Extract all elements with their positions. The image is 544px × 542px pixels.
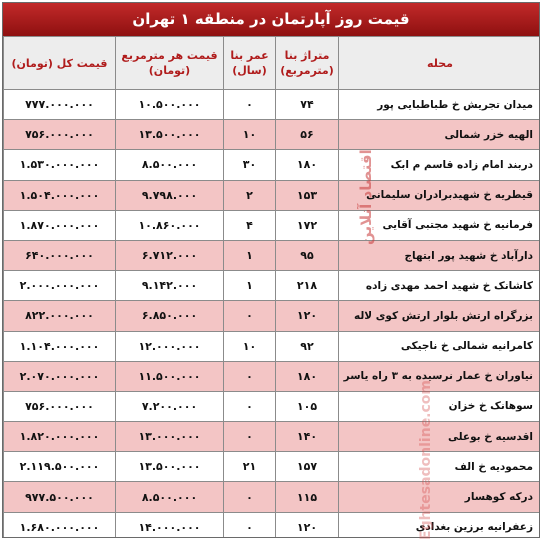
header-size: متراژ بنا (مترمربع): [276, 37, 339, 90]
table-row: [4, 422, 541, 452]
header-total-price: قیمت کل (تومان): [4, 37, 116, 90]
cell-total-price: ۲.۱۱۹.۵۰۰.۰۰۰: [4, 452, 116, 482]
table-title: قیمت روز آپارتمان در منطقه ۱ تهران: [3, 3, 539, 36]
watermark-latin: Eghtesadonline.com: [418, 379, 434, 540]
cell-area: فرمانیه خ شهید مجتبی آقایی: [339, 210, 541, 240]
cell-price-per-m2: ۱۰.۵۰۰.۰۰۰: [116, 90, 224, 120]
cell-age: ۱: [224, 271, 276, 301]
cell-size: ۱۵۷: [276, 452, 339, 482]
watermark-persian: اقتصاد آنلاین: [357, 149, 375, 245]
cell-total-price: ۲.۰۷۰.۰۰۰.۰۰۰: [4, 361, 116, 391]
cell-age: ۰: [224, 301, 276, 331]
cell-area: محمودیه خ الف: [339, 452, 541, 482]
cell-price-per-m2: ۶.۷۱۲.۰۰۰: [116, 240, 224, 270]
cell-total-price: ۱.۸۲۰.۰۰۰.۰۰۰: [4, 422, 116, 452]
cell-total-price: ۷۵۶.۰۰۰.۰۰۰: [4, 391, 116, 421]
cell-age: ۴: [224, 210, 276, 240]
cell-total-price: ۹۷۷.۵۰۰.۰۰۰: [4, 482, 116, 512]
cell-area: اقدسیه خ بوعلی: [339, 422, 541, 452]
cell-area: قیطریه خ شهیدبرادران سلیمانی: [339, 180, 541, 210]
table-row: [4, 482, 541, 512]
cell-size: ۵۶: [276, 120, 339, 150]
cell-area: کاشانک خ شهید احمد مهدی زاده: [339, 271, 541, 301]
cell-price-per-m2: ۷.۲۰۰.۰۰۰: [116, 391, 224, 421]
table-row: [4, 180, 541, 210]
cell-size: ۱۱۵: [276, 482, 339, 512]
table-row: [4, 240, 541, 270]
cell-area: میدان تجریش خ طباطبایی پور: [339, 90, 541, 120]
cell-age: ۱۰: [224, 120, 276, 150]
price-table-card: [2, 2, 540, 538]
cell-total-price: ۱.۸۷۰.۰۰۰.۰۰۰: [4, 210, 116, 240]
cell-total-price: ۱.۵۳۰.۰۰۰.۰۰۰: [4, 150, 116, 180]
cell-total-price: ۷۵۶.۰۰۰.۰۰۰: [4, 120, 116, 150]
cell-price-per-m2: ۱۰.۸۶۰.۰۰۰: [116, 210, 224, 240]
cell-age: ۰: [224, 391, 276, 421]
table-row: [4, 120, 541, 150]
cell-age: ۰: [224, 422, 276, 452]
cell-price-per-m2: ۱۱.۵۰۰.۰۰۰: [116, 361, 224, 391]
table-header-row: [4, 37, 541, 90]
cell-size: ۱۴۰: [276, 422, 339, 452]
cell-age: ۳۰: [224, 150, 276, 180]
table-row: [4, 512, 541, 538]
table-row: [4, 452, 541, 482]
cell-area: دارآباد خ شهید پور ابتهاج: [339, 240, 541, 270]
cell-size: ۷۴: [276, 90, 339, 120]
cell-age: ۱۰: [224, 331, 276, 361]
table-row: [4, 210, 541, 240]
cell-size: ۱۰۵: [276, 391, 339, 421]
cell-size: ۲۱۸: [276, 271, 339, 301]
cell-total-price: ۷۷۷.۰۰۰.۰۰۰: [4, 90, 116, 120]
table-row: [4, 301, 541, 331]
cell-area: نیاوران خ عمار نرسیده به ۳ راه یاسر: [339, 361, 541, 391]
cell-price-per-m2: ۱۲.۰۰۰.۰۰۰: [116, 331, 224, 361]
cell-age: ۰: [224, 512, 276, 538]
cell-total-price: ۸۲۲.۰۰۰.۰۰۰: [4, 301, 116, 331]
cell-size: ۱۵۳: [276, 180, 339, 210]
header-price-per-m2: قیمت هر مترمربع (تومان): [116, 37, 224, 90]
table-row: [4, 90, 541, 120]
cell-area: بزرگراه ارتش بلوار ارتش کوی لاله: [339, 301, 541, 331]
cell-size: ۹۵: [276, 240, 339, 270]
apartment-price-table: [3, 36, 540, 538]
cell-price-per-m2: ۸.۵۰۰.۰۰۰: [116, 150, 224, 180]
cell-area: کامرانیه شمالی خ ناجیکی: [339, 331, 541, 361]
cell-price-per-m2: ۱۳.۵۰۰.۰۰۰: [116, 120, 224, 150]
cell-age: ۰: [224, 90, 276, 120]
cell-size: ۱۲۰: [276, 301, 339, 331]
table-row: [4, 150, 541, 180]
table-row: [4, 361, 541, 391]
cell-area: سوهانک خ خزان: [339, 391, 541, 421]
cell-area: زعفرانیه برزین بغدادی: [339, 512, 541, 538]
cell-age: ۲: [224, 180, 276, 210]
table-row: [4, 331, 541, 361]
cell-price-per-m2: ۹.۱۴۲.۰۰۰: [116, 271, 224, 301]
table-row: [4, 391, 541, 421]
cell-size: ۱۸۰: [276, 150, 339, 180]
table-row: [4, 271, 541, 301]
cell-age: ۲۱: [224, 452, 276, 482]
cell-age: ۰: [224, 361, 276, 391]
cell-size: ۹۲: [276, 331, 339, 361]
cell-price-per-m2: ۶.۸۵۰.۰۰۰: [116, 301, 224, 331]
cell-total-price: ۲.۰۰۰.۰۰۰.۰۰۰: [4, 271, 116, 301]
cell-age: ۱: [224, 240, 276, 270]
cell-total-price: ۱.۵۰۴.۰۰۰.۰۰۰: [4, 180, 116, 210]
cell-price-per-m2: ۱۳.۵۰۰.۰۰۰: [116, 452, 224, 482]
cell-price-per-m2: ۱۴.۰۰۰.۰۰۰: [116, 512, 224, 538]
cell-price-per-m2: ۹.۷۹۸.۰۰۰: [116, 180, 224, 210]
cell-total-price: ۱.۶۸۰.۰۰۰.۰۰۰: [4, 512, 116, 538]
cell-area: درکه کوهسار: [339, 482, 541, 512]
cell-price-per-m2: ۸.۵۰۰.۰۰۰: [116, 482, 224, 512]
header-age: عمر بنا (سال): [224, 37, 276, 90]
cell-total-price: ۱.۱۰۴.۰۰۰.۰۰۰: [4, 331, 116, 361]
cell-area: الهیه خزر شمالی: [339, 120, 541, 150]
cell-total-price: ۶۴۰.۰۰۰.۰۰۰: [4, 240, 116, 270]
cell-size: ۱۷۲: [276, 210, 339, 240]
cell-price-per-m2: ۱۳.۰۰۰.۰۰۰: [116, 422, 224, 452]
cell-size: ۱۸۰: [276, 361, 339, 391]
cell-age: ۰: [224, 482, 276, 512]
header-area: محله: [339, 37, 541, 90]
cell-size: ۱۲۰: [276, 512, 339, 538]
cell-area: دربند امام زاده قاسم م ابک: [339, 150, 541, 180]
